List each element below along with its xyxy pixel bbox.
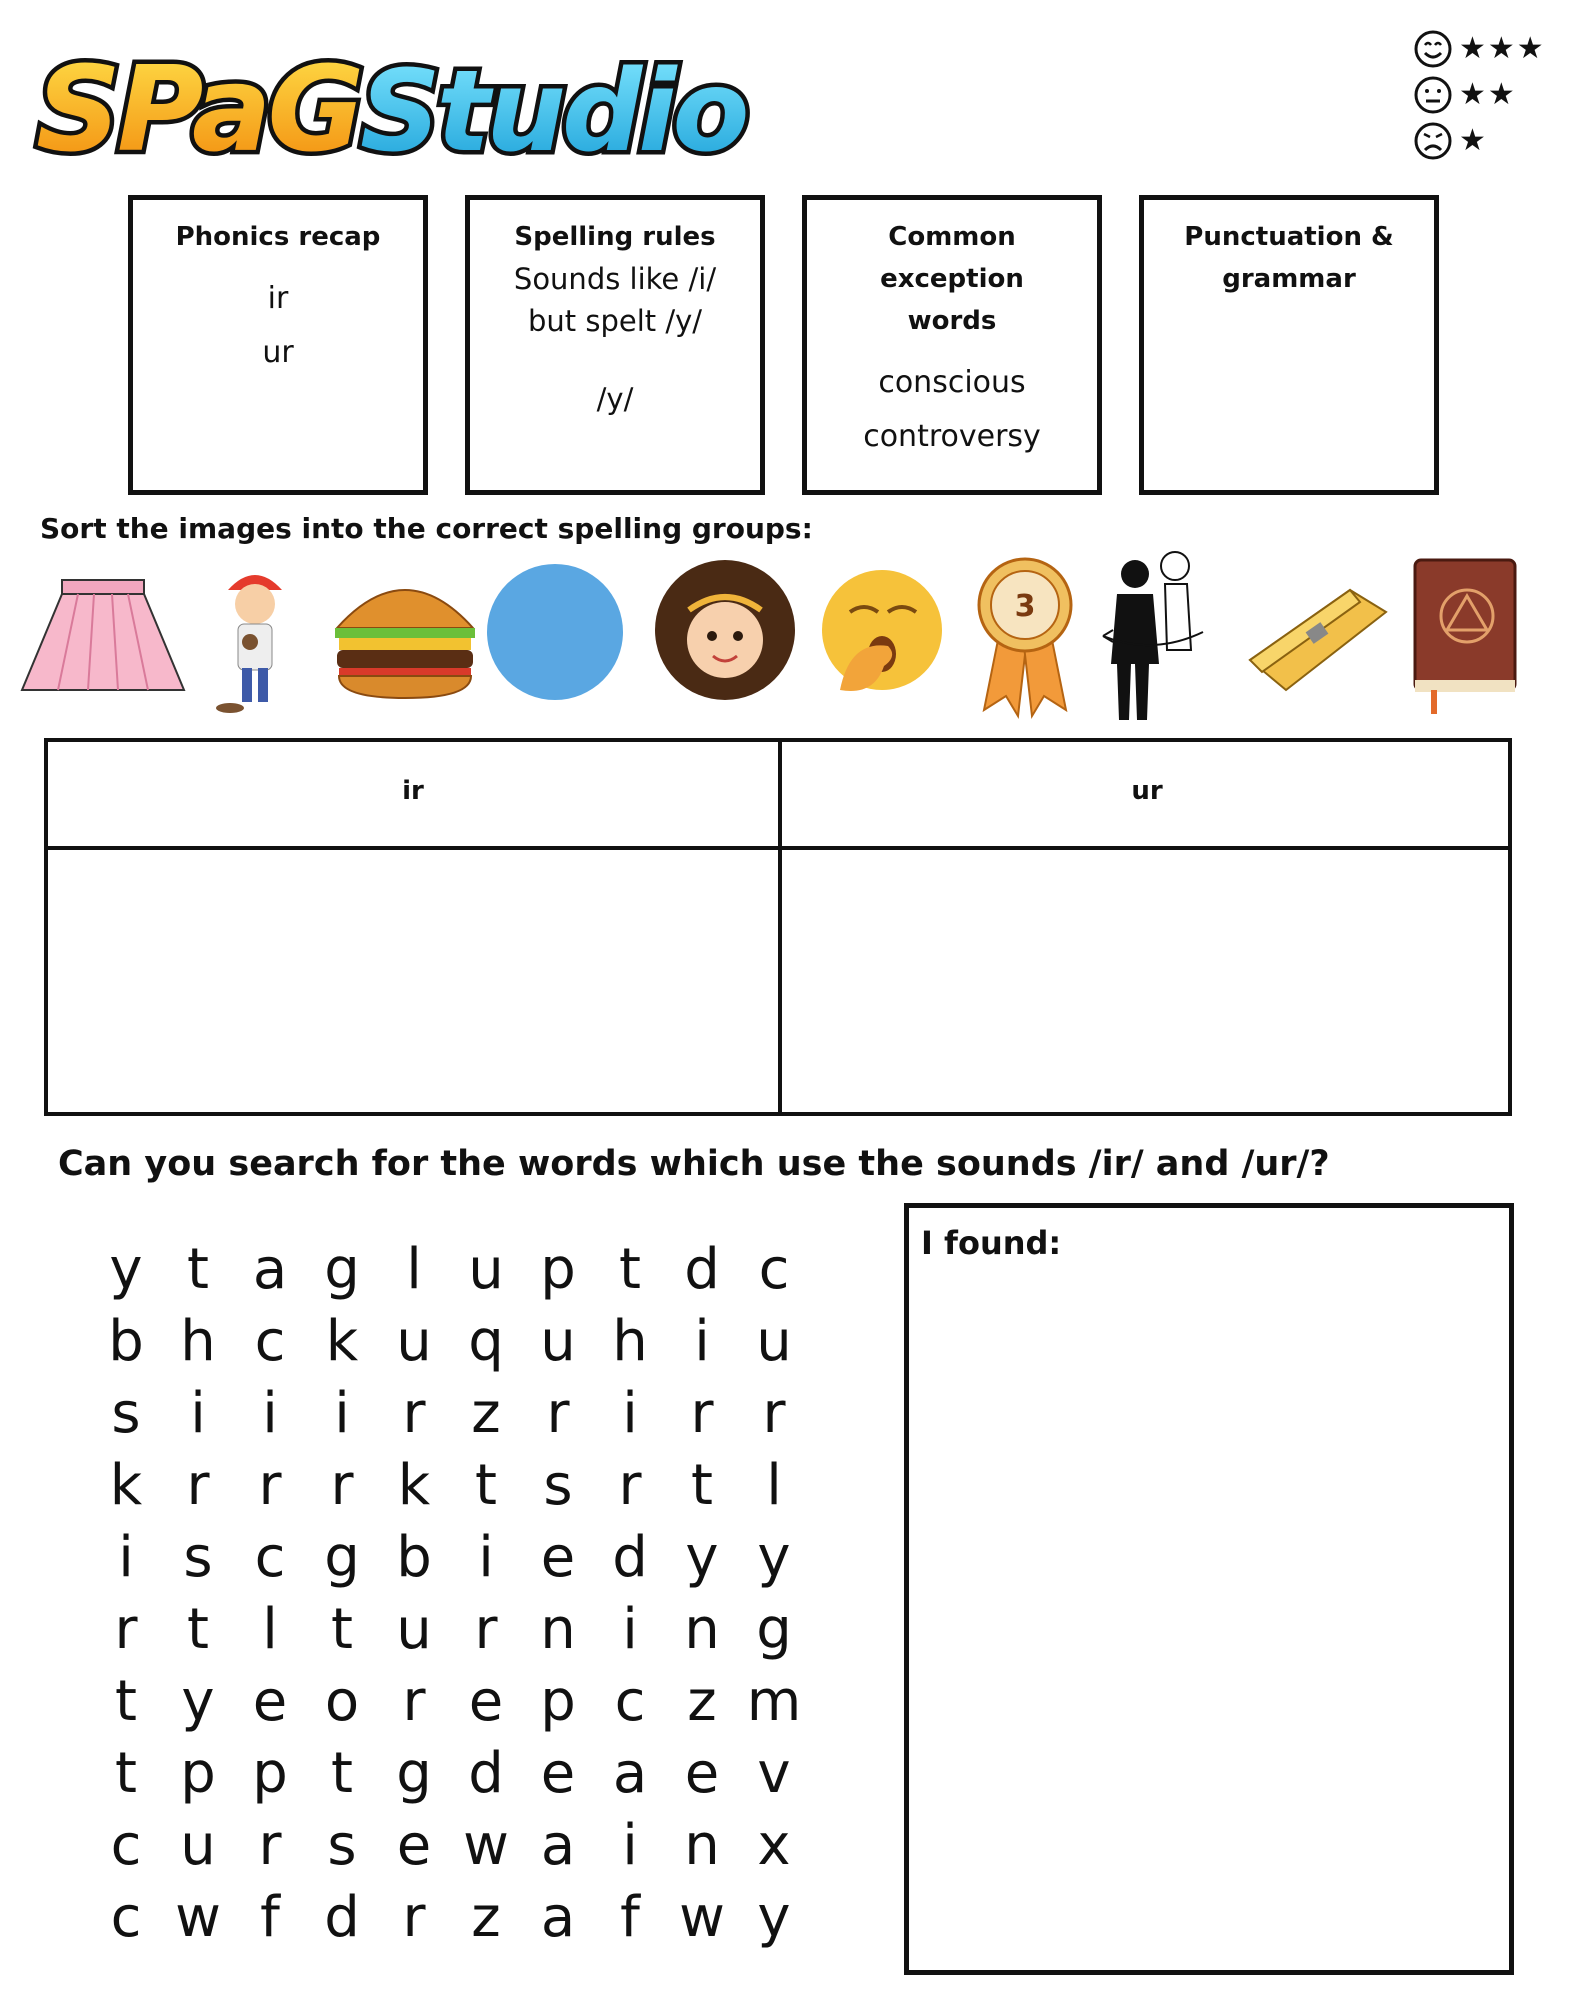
grid-letter[interactable]: t [115,1741,137,1806]
ir-drop-area[interactable] [48,850,778,1112]
grid-letter[interactable]: s [327,1813,357,1878]
ur-drop-area[interactable] [782,850,1508,1112]
grid-letter[interactable]: t [331,1597,353,1662]
grid-letter[interactable]: i [622,1381,638,1446]
rating-row-happy [1413,26,1553,72]
grid-letter[interactable]: y [757,1525,791,1590]
book-image[interactable] [1405,550,1525,720]
grid-letter[interactable]: z [471,1381,501,1446]
word-search-question: Can you search for the words which use the sounds /ir/ and /ur/? [58,1144,1330,1184]
grid-letter[interactable]: v [757,1741,791,1806]
grid-letter[interactable]: y [109,1237,143,1302]
grid-letter[interactable]: e [540,1741,576,1806]
grid-letter[interactable]: r [690,1381,714,1446]
grid-letter[interactable]: c [758,1237,790,1302]
grid-letter[interactable]: a [612,1741,648,1806]
grid-letter[interactable]: p [540,1237,576,1302]
grid-letter[interactable]: s [183,1525,213,1590]
grid-letter[interactable]: s [543,1453,573,1518]
grid-letter[interactable]: k [109,1453,143,1518]
grid-letter[interactable]: d [324,1885,360,1950]
grid-letter[interactable]: x [757,1813,791,1878]
found-words-box[interactable] [904,1203,1514,1975]
sorting-table [44,738,1512,1116]
grid-letter[interactable]: t [187,1597,209,1662]
grid-letter[interactable]: r [330,1453,354,1518]
column-header-ir: ir [402,776,424,806]
grid-letter[interactable]: c [110,1813,142,1878]
rating-row-sad [1413,118,1553,164]
grid-letter[interactable]: h [180,1309,216,1374]
exception-words-box [802,195,1102,495]
grid-row [90,1810,810,1882]
grid-letter[interactable]: e [540,1525,576,1590]
grid-letter[interactable]: s [111,1381,141,1446]
rating-row-neutral [1413,72,1553,118]
phonics-ur: ur [262,335,294,370]
grid-letter[interactable]: i [190,1381,206,1446]
spelling-rules-title: Spelling rules [514,222,716,252]
found-label: I found: [921,1224,1062,1262]
grid-row [90,1450,810,1522]
grid-letter[interactable]: i [694,1309,710,1374]
grid-letter[interactable]: d [612,1525,648,1590]
grid-letter[interactable]: a [540,1885,576,1950]
grid-letter[interactable]: t [331,1741,353,1806]
third-place-ribbon-image[interactable] [970,550,1080,720]
three-stars: ★★★ [1459,31,1546,66]
grid-letter[interactable]: h [612,1309,648,1374]
grid-letter[interactable]: r [402,1669,426,1734]
grid-row [90,1522,810,1594]
happy-face-icon [1413,29,1453,69]
word-search-grid[interactable] [90,1234,810,1954]
grid-letter[interactable]: y [685,1525,719,1590]
grid-letter[interactable]: p [180,1741,216,1806]
neutral-face-icon [1413,75,1453,115]
grid-letter[interactable]: r [402,1381,426,1446]
grid-letter[interactable]: i [622,1597,638,1662]
grid-letter[interactable]: r [186,1453,210,1518]
exception-title-line1: Common exception [880,222,1024,294]
purse-image[interactable] [1240,550,1390,720]
grid-letter[interactable]: c [110,1885,142,1950]
rating-key [1413,26,1553,164]
grid-letter[interactable]: m [746,1669,802,1734]
grid-row [90,1306,810,1378]
grid-letter[interactable]: r [402,1885,426,1950]
grid-letter[interactable]: d [468,1741,504,1806]
grid-letter[interactable]: r [546,1381,570,1446]
grid-row [90,1882,810,1954]
spelling-rule-example: /y/ [596,382,634,416]
grid-letter[interactable]: f [260,1885,280,1950]
logo-word-studio: Studio [360,47,746,177]
spelling-rules-box [465,195,765,495]
grid-letter[interactable]: c [254,1525,286,1590]
grid-letter[interactable]: w [175,1885,221,1950]
grid-letter[interactable]: n [540,1597,576,1662]
grid-letter[interactable]: k [397,1453,431,1518]
grid-letter[interactable]: a [540,1813,576,1878]
grid-letter[interactable]: k [325,1309,359,1374]
phonics-recap-box [128,195,428,495]
grid-letter[interactable]: l [406,1237,422,1302]
grid-letter[interactable]: i [622,1813,638,1878]
two-stars: ★★ [1459,77,1517,112]
grammar-title-line2: grammar [1222,264,1356,294]
logo-word-spag: SPaG [36,40,361,178]
grid-letter[interactable]: w [463,1813,509,1878]
grid-row [90,1738,810,1810]
grid-letter[interactable]: r [258,1813,282,1878]
grid-letter[interactable]: t [115,1669,137,1734]
grid-letter[interactable]: o [324,1669,360,1734]
grid-letter[interactable]: r [474,1597,498,1662]
grid-letter[interactable]: t [691,1453,713,1518]
grid-letter[interactable]: n [684,1813,720,1878]
dirty-boy-image[interactable] [200,550,310,720]
grid-letter[interactable]: z [471,1885,501,1950]
grid-letter[interactable]: t [475,1453,497,1518]
grid-letter[interactable]: e [468,1669,504,1734]
grid-letter[interactable]: w [679,1885,725,1950]
grid-letter[interactable]: i [262,1381,278,1446]
grid-row [90,1378,810,1450]
grid-letter[interactable]: t [187,1237,209,1302]
grid-letter[interactable]: u [756,1309,792,1374]
grid-letter[interactable]: c [614,1669,646,1734]
yawn-emoji-image[interactable] [820,550,945,720]
circle-image[interactable] [485,550,625,720]
grid-letter[interactable]: u [468,1237,504,1302]
column-header-ur: ur [1131,776,1163,806]
grid-letter[interactable]: b [108,1309,144,1374]
grid-letter[interactable]: t [619,1237,641,1302]
grid-letter[interactable]: u [540,1309,576,1374]
grid-letter[interactable]: g [324,1525,360,1590]
grid-letter[interactable]: r [258,1453,282,1518]
spelling-rule-line2: but spelt /y/ [527,304,703,338]
grid-letter[interactable]: r [618,1453,642,1518]
grid-letter[interactable]: a [252,1237,288,1302]
grid-letter[interactable]: b [396,1525,432,1590]
grid-letter[interactable]: y [757,1885,791,1950]
sad-face-icon [1413,121,1453,161]
grid-letter[interactable]: y [181,1669,215,1734]
grid-letter[interactable]: l [766,1453,782,1518]
grid-letter[interactable]: p [540,1669,576,1734]
punctuation-grammar-box [1139,195,1439,495]
grid-letter[interactable]: d [684,1237,720,1302]
phonics-recap-title: Phonics recap [175,222,381,252]
grid-letter[interactable]: u [180,1813,216,1878]
grid-letter[interactable]: n [684,1597,720,1662]
grid-row [90,1666,810,1738]
exception-word-conscious: conscious [878,365,1026,400]
grid-letter[interactable]: e [252,1669,288,1734]
grid-letter[interactable]: c [254,1309,286,1374]
grid-letter[interactable]: u [396,1309,432,1374]
grid-letter[interactable]: g [396,1741,432,1806]
spag-studio-logo [30,22,750,182]
exception-title-line2: words [907,306,997,336]
grid-row [90,1234,810,1306]
grid-letter[interactable]: r [762,1381,786,1446]
curly-hair-girl-image[interactable] [645,550,805,720]
grid-letter[interactable]: e [684,1741,720,1806]
skirt-image[interactable] [18,550,188,720]
grid-letter[interactable]: i [334,1381,350,1446]
grid-letter[interactable]: f [620,1885,640,1950]
grid-letter[interactable]: g [756,1597,792,1662]
turn-around-person-image[interactable] [1095,550,1220,720]
phonics-ir: ir [267,281,289,316]
svg-text:3: 3 [1014,589,1036,624]
grid-letter[interactable]: q [468,1309,504,1374]
grid-letter[interactable]: r [114,1597,138,1662]
grid-letter[interactable]: e [396,1813,432,1878]
grid-row [90,1594,810,1666]
grid-letter[interactable]: l [262,1597,278,1662]
grid-letter[interactable]: i [478,1525,494,1590]
grid-letter[interactable]: u [396,1597,432,1662]
burger-image[interactable] [325,550,485,720]
exception-word-controversy: controversy [863,419,1041,454]
grid-letter[interactable]: g [324,1237,360,1302]
spelling-rule-line1: Sounds like /i/ [513,262,717,296]
grid-letter[interactable]: p [252,1741,288,1806]
grid-letter[interactable]: i [118,1525,134,1590]
sort-instruction: Sort the images into the correct spelling groups: [40,512,813,545]
one-star: ★ [1459,123,1488,158]
grammar-title-line1: Punctuation & [1184,222,1394,252]
grid-letter[interactable]: z [687,1669,717,1734]
